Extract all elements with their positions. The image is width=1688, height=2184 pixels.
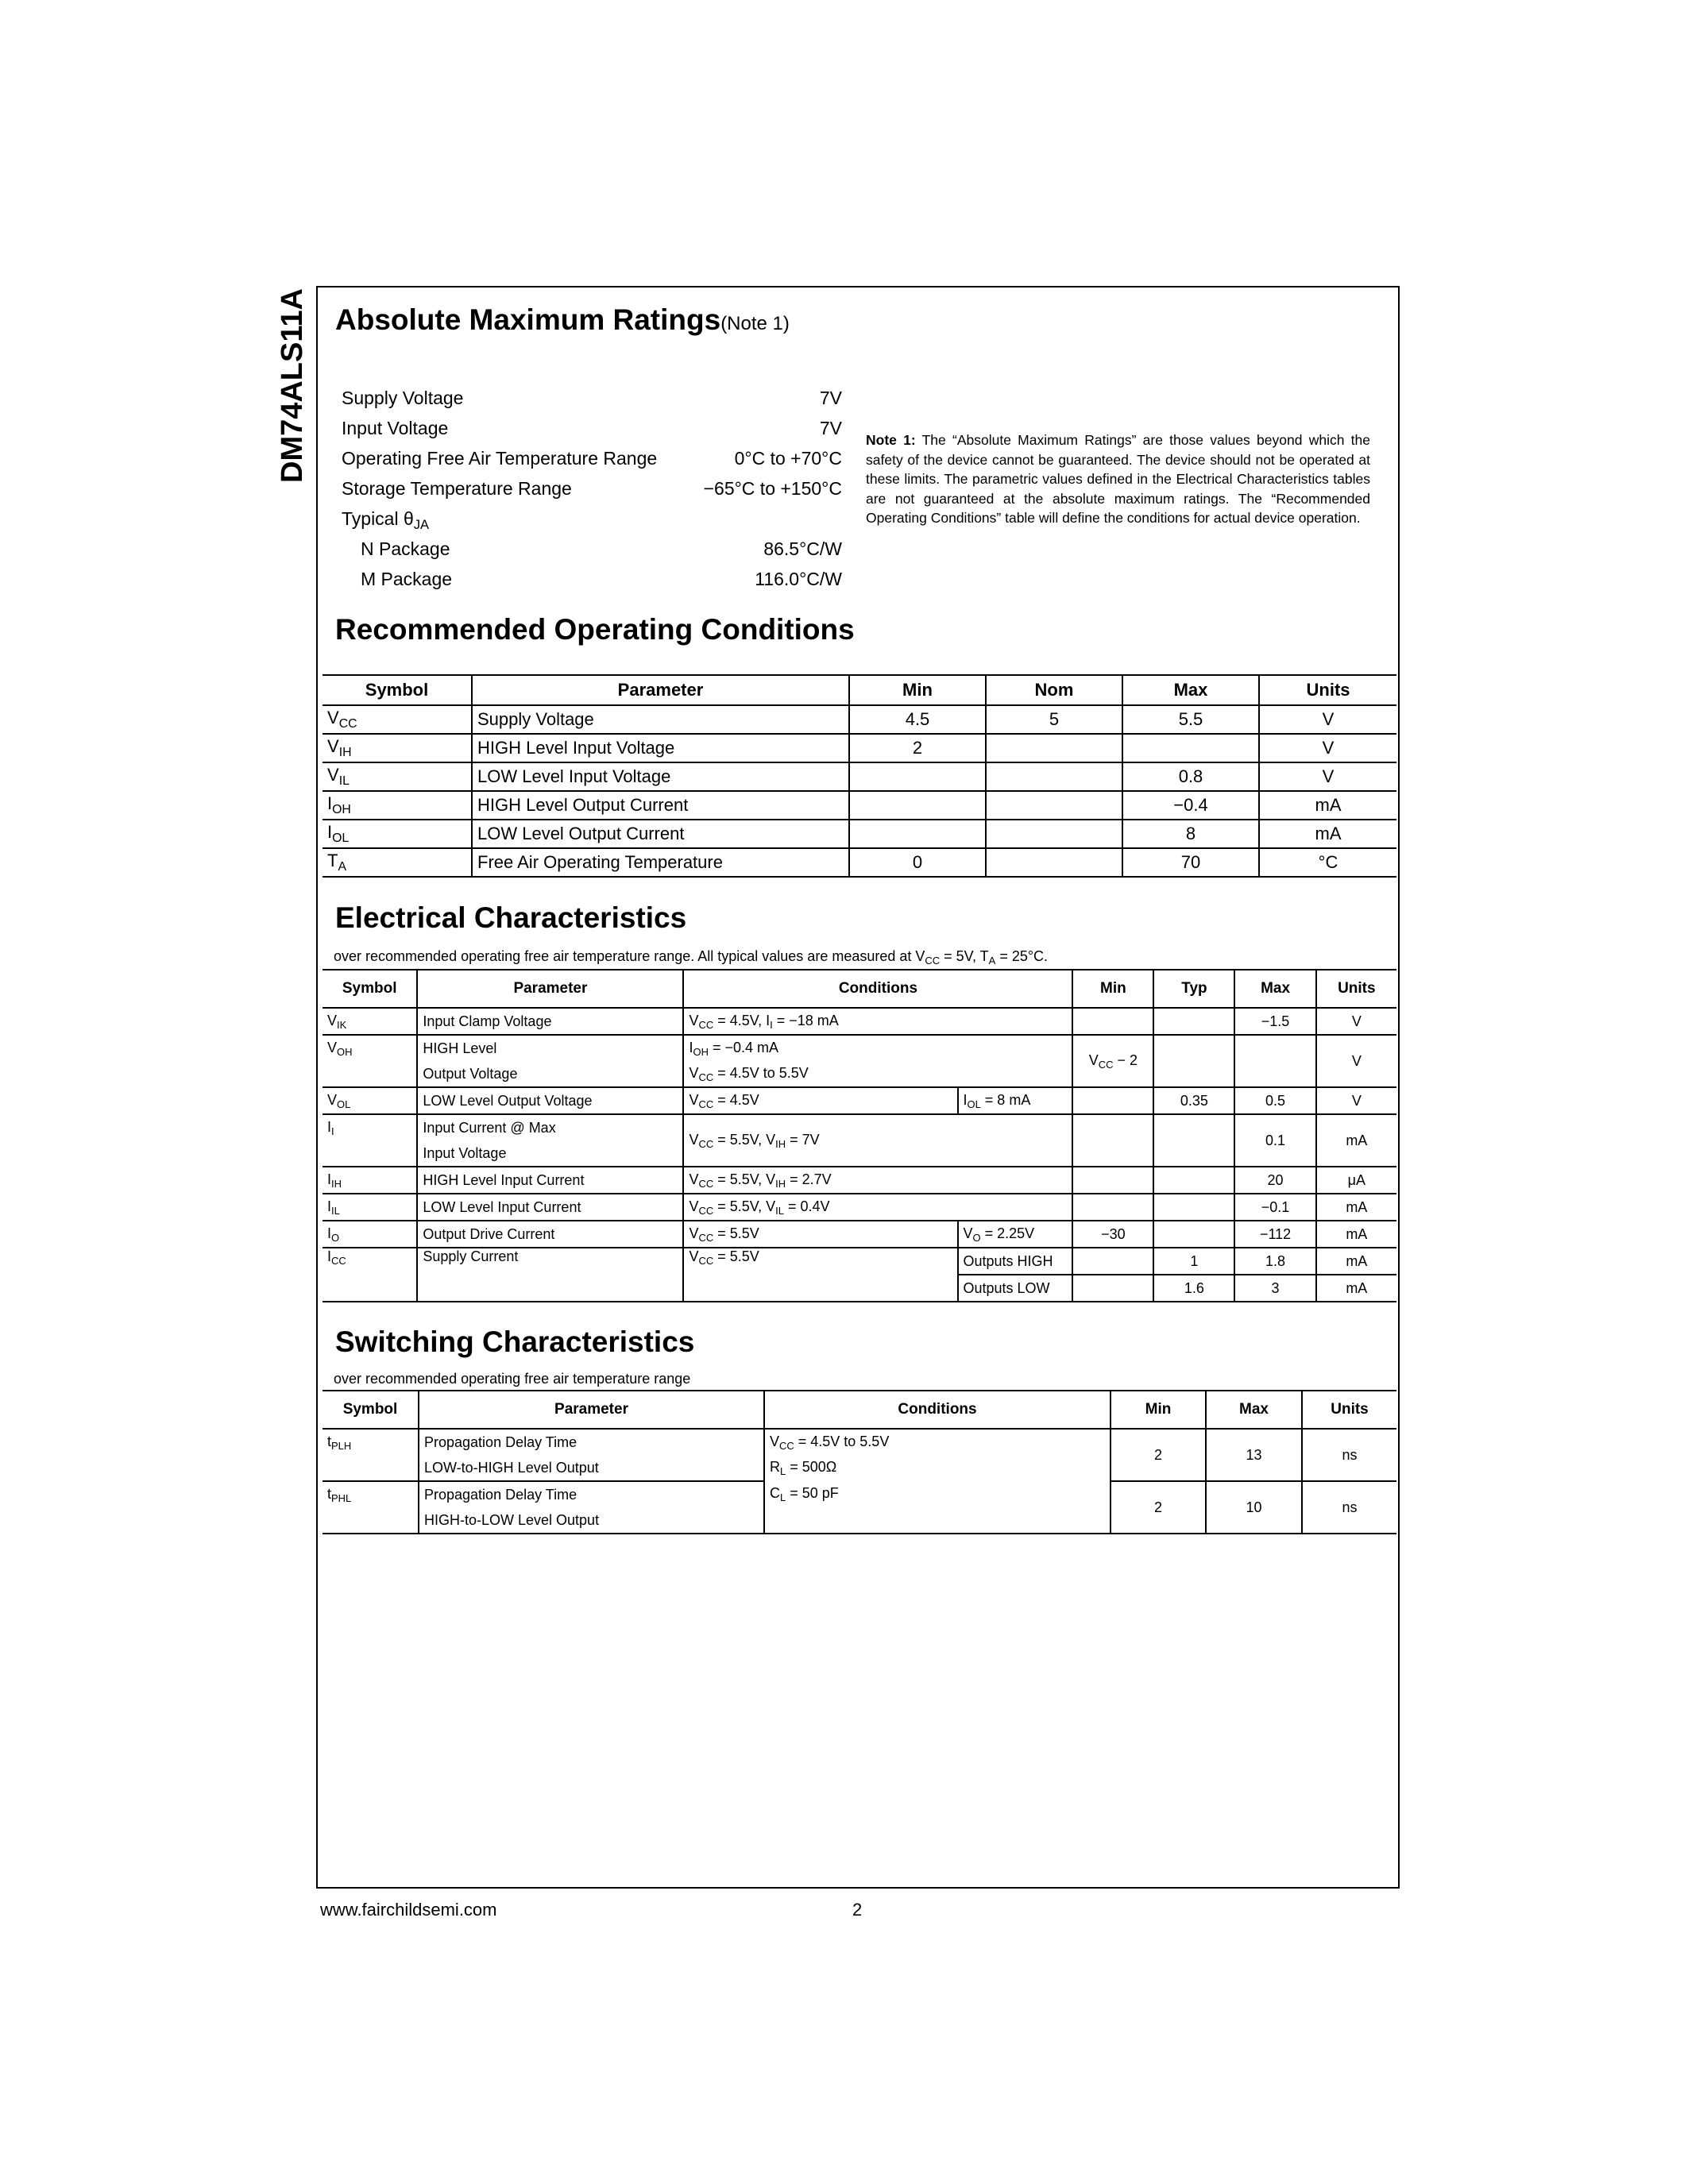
- table-row: $t_{PLH}$ Propagation Delay Time $V_{CC} = 4.5V$ to 5.5V 2 13 ns: [323, 1429, 1396, 1455]
- amr-note-ref: (Note 1): [720, 313, 790, 334]
- table-row: $I_{OH}$ HIGH Level Output Current −0.4 mA: [323, 791, 1396, 820]
- table-row: $I_I$ Input Current @ Max $V_{CC} = 5.5V$, $V_{IH} = 7V$ 0.1 mA: [323, 1114, 1396, 1140]
- amr-row: Supply Voltage 7V: [342, 388, 842, 408]
- table-row: $V_{IL}$ LOW Level Input Voltage 0.8 V: [323, 762, 1396, 791]
- table-row: $t_{PHL}$ Propagation Delay Time $C_L = 50$ pF 2 10 ns: [323, 1481, 1396, 1507]
- table-row: $I_{OL}$ LOW Level Output Current 8 mA: [323, 820, 1396, 848]
- vertical-part-number: [268, 286, 316, 484]
- table-header-row: Symbol Parameter Conditions Min Typ Max Units: [323, 970, 1396, 1008]
- page-number: 2: [852, 1900, 863, 1920]
- amr-title: Absolute Maximum Ratings(Note 1): [335, 303, 790, 336]
- table-row: Output Voltage $V_{CC} = 4.5V$ to 5.5V: [323, 1061, 1396, 1087]
- part-number-text: DM74ALS11A: [276, 288, 309, 483]
- sc-table: [323, 1390, 1396, 1534]
- table-header-row: Symbol Parameter Min Nom Max Units: [323, 675, 1396, 705]
- amr-row: Operating Free Air Temperature Range 0°C to +70°C: [342, 448, 842, 469]
- note-1: Note 1: The “Absolute Maximum Ratings” are those values beyond which the safety of the device cannot be guaranteed. The device should not be operated at these limits. The parametric values defined in the Electrical Characteristics tables are not guaranteed at the absolute maximum ratings. The “Recommended Operating Conditions” table will define the conditions for actual device operation.: [866, 432, 1370, 526]
- ec-table: [323, 969, 1396, 1302]
- table-row: $V_{CC}$ Supply Voltage 4.5 5 5.5 V: [323, 705, 1396, 734]
- roc-title: Recommended Operating Conditions: [335, 613, 855, 646]
- amr-row: M Package 116.0°C/W: [361, 569, 842, 589]
- sc-caption: over recommended operating free air temperature range: [334, 1371, 691, 1387]
- table-row: $I_{IH}$ HIGH Level Input Current $V_{CC} = 5.5V$, $V_{IH} = 2.7V$ 20 μA: [323, 1167, 1396, 1194]
- amr-row: N Package 86.5°C/W: [361, 538, 842, 559]
- table-row: $V_{IK}$ Input Clamp Voltage $V_{CC} = 4.5V$, $I_I = -18$ mA −1.5 V: [323, 1008, 1396, 1035]
- table-row: $I_{IL}$ LOW Level Input Current $V_{CC} = 5.5V$, $V_{IL} = 0.4V$ −0.1 mA: [323, 1194, 1396, 1221]
- sc-title: Switching Characteristics: [335, 1325, 695, 1358]
- content-frame: [316, 286, 1400, 1889]
- amr-row: Input Voltage 7V: [342, 418, 842, 438]
- roc-table: [323, 674, 1396, 878]
- table-row: $V_{IH}$ HIGH Level Input Voltage 2 V: [323, 734, 1396, 762]
- amr-list: [342, 383, 842, 594]
- table-row: Outputs LOW 1.6 3 mA: [323, 1275, 1396, 1302]
- table-row: $I_{CC}$ Supply Current $V_{CC} = 5.5V$ Outputs HIGH 1 1.8 mA: [323, 1248, 1396, 1275]
- table-row: Input Voltage: [323, 1140, 1396, 1167]
- table-row: $V_{OL}$ LOW Level Output Voltage $V_{CC} = 4.5V$ $I_{OL} = 8$ mA 0.35 0.5 V: [323, 1087, 1396, 1114]
- table-row: LOW-to-HIGH Level Output $R_L = 500\Omega$: [323, 1455, 1396, 1481]
- table-row: $V_{OH}$ HIGH Level $I_{OH} = -0.4$ mA $V_{CC} - 2$ V: [323, 1035, 1396, 1061]
- table-row: $I_O$ Output Drive Current $V_{CC} = 5.5V$ $V_O = 2.25V$ −30 −112 mA: [323, 1221, 1396, 1248]
- table-row: $T_A$ Free Air Operating Temperature 0 70 °C: [323, 848, 1396, 877]
- amr-row: Storage Temperature Range −65°C to +150°C: [342, 478, 842, 499]
- amr-row: Typical $\theta_{JA}$: [342, 508, 430, 532]
- table-row: HIGH-to-LOW Level Output: [323, 1507, 1396, 1534]
- footer-url[interactable]: www.fairchildsemi.com: [320, 1900, 497, 1920]
- table-header-row: Symbol Parameter Conditions Min Max Units: [323, 1391, 1396, 1429]
- ec-title: Electrical Characteristics: [335, 901, 687, 934]
- ec-caption: over recommended operating free air temperature range. All typical values are measured at $V_{CC} = 5V$, $T_A = 25^\circ C$.: [334, 948, 1049, 967]
